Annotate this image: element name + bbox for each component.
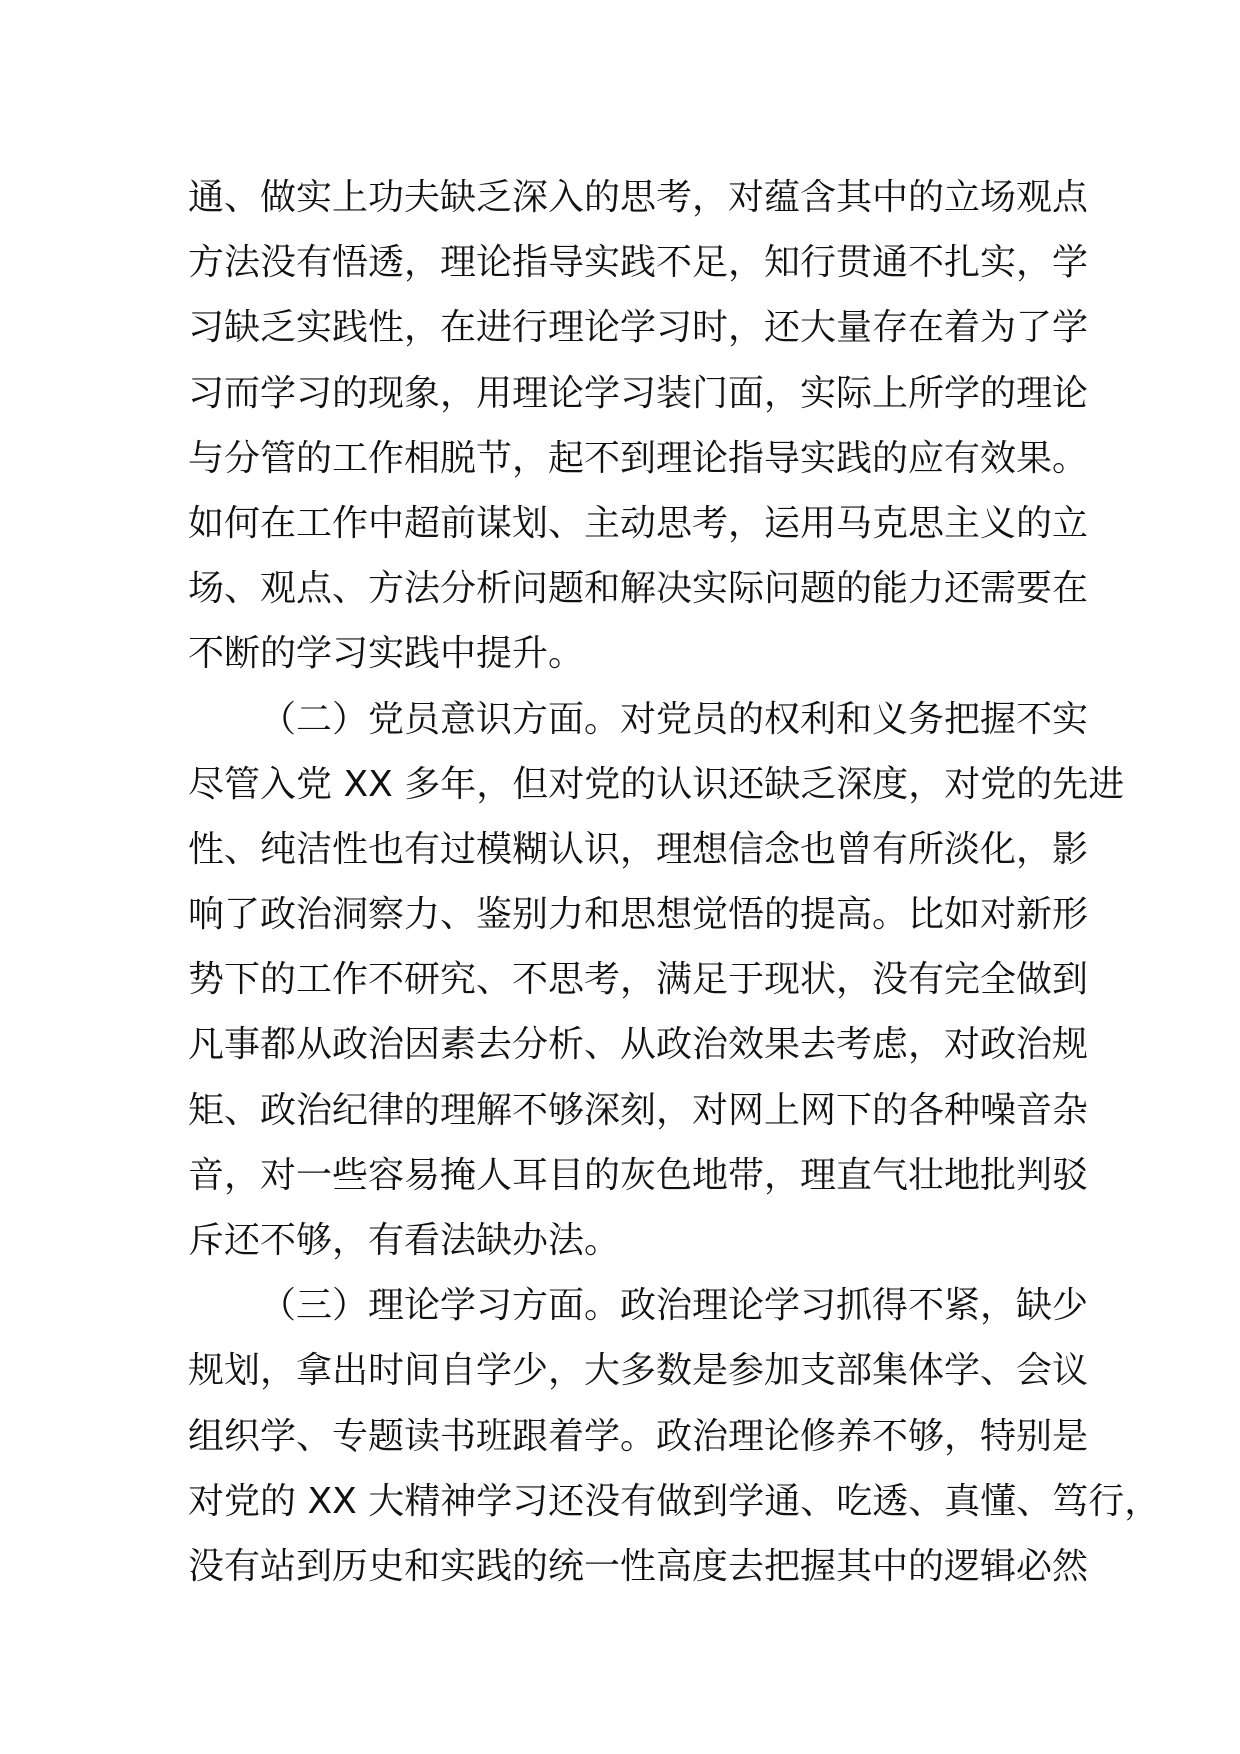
text-line: 习缺乏实践性，在进行理论学习时，还大量存在着为了学 xyxy=(188,307,1089,349)
text-line: 性、纯洁性也有过模糊认识，理想信念也曾有所淡化，影 xyxy=(188,828,1089,870)
text-line: 不断的学习实践中提升。 xyxy=(188,633,585,675)
text-line: 习而学习的现象，用理论学习装门面，实际上所学的理论 xyxy=(188,372,1089,414)
text-line: 组织学、专题读书班跟着学。政治理论修养不够，特别是 xyxy=(188,1415,1089,1457)
text-line: 如何在工作中超前谋划、主动思考，运用马克思主义的立 xyxy=(188,502,1089,544)
section-heading-theory-study: （三）理论学习方面。政治理论学习抓得不紧，缺少 xyxy=(260,1285,1089,1327)
text-line: 方法没有悟透，理论指导实践不足，知行贯通不扎实，学 xyxy=(188,242,1089,284)
text-line: 凡事都从政治因素去分析、从政治效果去考虑，对政治规 xyxy=(188,1024,1089,1066)
text-line: 通、做实上功夫缺乏深入的思考，对蕴含其中的立场观点 xyxy=(188,177,1089,218)
section-heading-party-awareness: （二）党员意识方面。对党员的权利和义务把握不实 xyxy=(260,698,1089,740)
text-line: 没有站到历史和实践的统一性高度去把握其中的逻辑必然 xyxy=(188,1545,1089,1587)
body-text xyxy=(188,165,1161,1599)
text-line: 场、观点、方法分析问题和解决实际问题的能力还需要在 xyxy=(188,568,1089,610)
text-line: 尽管入党 XX 多年，但对党的认识还缺乏深度，对党的先进 xyxy=(188,763,1125,805)
text-line: 规划，拿出时间自学少，大多数是参加支部集体学、会议 xyxy=(188,1350,1089,1392)
text-line: 响了政治洞察力、鉴别力和思想觉悟的提高。比如对新形 xyxy=(188,894,1089,936)
text-line: 音，对一些容易掩人耳目的灰色地带，理直气壮地批判驳 xyxy=(188,1154,1089,1196)
text-line: 斥还不够，有看法缺办法。 xyxy=(188,1220,621,1261)
text-line: 对党的 XX 大精神学习还没有做到学通、吃透、真懂、笃行， xyxy=(188,1480,1161,1522)
text-line: 势下的工作不研究、不思考，满足于现状，没有完全做到 xyxy=(188,959,1089,1001)
text-line: 与分管的工作相脱节，起不到理论指导实践的应有效果。 xyxy=(188,437,1089,479)
text-line: 矩、政治纪律的理解不够深刻，对网上网下的各种噪音杂 xyxy=(188,1089,1089,1131)
